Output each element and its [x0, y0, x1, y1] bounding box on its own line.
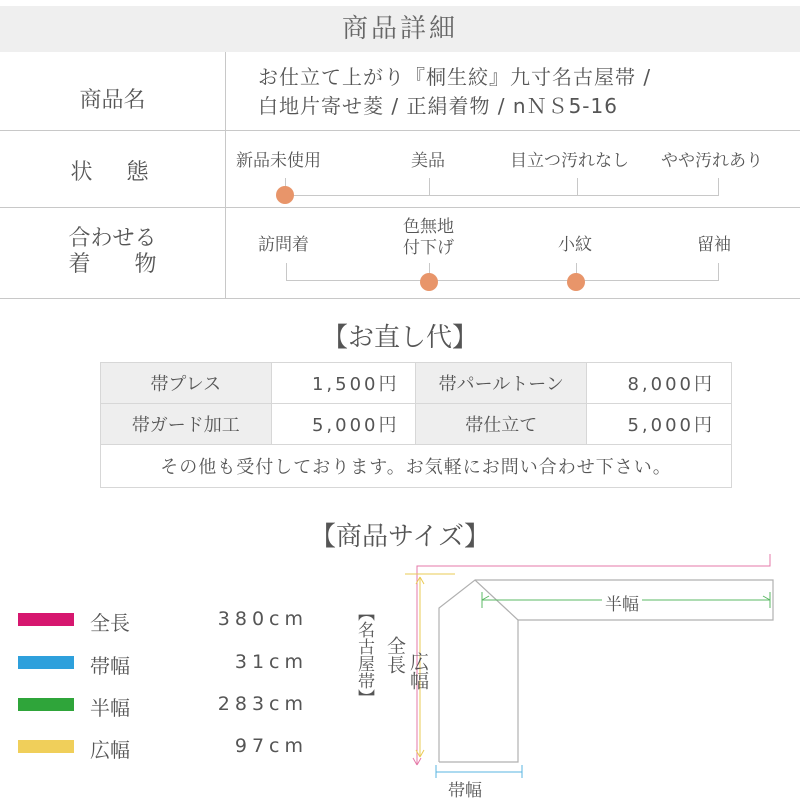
match-scale-tick: [286, 263, 287, 281]
match-scale-tick: [718, 263, 719, 281]
match-selected-dot-iromuji: [420, 273, 438, 291]
fee-name: 帯ガード加工: [101, 404, 272, 445]
legend-label-hanhaba: 半幅: [90, 696, 130, 720]
diagram-zencho-label: 全長: [384, 636, 406, 674]
legend-value-hanhaba: 283cm: [217, 693, 308, 715]
match-option-iromuji-line1: 色無地: [403, 217, 454, 237]
fee-name: 帯パールトーン: [416, 363, 587, 404]
fee-price: 1,500円: [271, 363, 416, 404]
table-row: [101, 404, 732, 445]
match-option-iromuji: [403, 217, 454, 259]
section-header-product-details: 商品詳細: [0, 6, 800, 52]
match-selected-dot-komon: [567, 273, 585, 291]
alteration-title: 【お直し代】: [321, 323, 478, 353]
table-row: [101, 445, 732, 488]
match-option-komon: 小紋: [558, 235, 592, 255]
match-scale-line: [286, 280, 719, 281]
table-row: [101, 363, 732, 404]
match-option-houmongi: 訪問着: [258, 235, 309, 255]
fee-price: 5,000円: [587, 404, 732, 445]
alteration-note: その他も受付しております。お気軽にお問い合わせ下さい。: [101, 445, 732, 488]
divider: [225, 52, 226, 298]
legend-label-obihaba: 帯幅: [90, 654, 130, 678]
fee-price: 5,000円: [271, 404, 416, 445]
divider: [0, 130, 800, 131]
legend-label-zencho: 全長: [90, 611, 130, 635]
diagram-obi-type-label: 【名古屋帯】: [354, 604, 374, 706]
condition-scale-line: [285, 195, 718, 196]
legend-value-zencho: 380cm: [217, 608, 308, 630]
legend-swatch-hanhaba: [18, 698, 74, 711]
diagram-obihaba-label: 帯幅: [448, 781, 482, 801]
fee-name: 帯プレス: [101, 363, 272, 404]
match-option-tomesode: 留袖: [697, 235, 731, 255]
divider: [0, 207, 800, 208]
diagram-hanhaba-label: 半幅: [602, 590, 642, 615]
alteration-fee-table: [100, 362, 732, 488]
size-title: 【商品サイズ】: [310, 522, 490, 552]
diagram-hirohaba-label: 広幅: [407, 652, 429, 690]
product-name-line2: 白地片寄せ菱 / 正絹着物 / nＮＳ5-16: [258, 94, 618, 118]
product-name-value: [258, 63, 651, 121]
divider: [0, 298, 800, 299]
condition-option-no-stains: 目立つ汚れなし: [510, 151, 629, 171]
condition-option-new: 新品未使用: [236, 151, 321, 171]
condition-scale-tick: [718, 178, 719, 196]
condition-label: 状 態: [70, 160, 155, 185]
condition-selected-dot: [276, 186, 294, 204]
match-label: [0, 226, 225, 278]
condition-scale-tick: [429, 178, 430, 196]
legend-swatch-zencho: [18, 613, 74, 626]
product-name-label: 商品名: [79, 88, 146, 113]
legend-label-hiroharba: 広幅: [90, 738, 130, 762]
legend-swatch-obihaba: [18, 656, 74, 669]
product-name-line1: お仕立て上がり『桐生絞』九寸名古屋帯 /: [258, 65, 652, 89]
legend-value-obihaba: 31cm: [234, 651, 308, 673]
match-label-line2: 着 物: [68, 252, 157, 277]
fee-name: 帯仕立て: [416, 404, 587, 445]
legend-value-hiroharba: 97cm: [234, 735, 308, 757]
match-label-line1: 合わせる: [68, 226, 157, 251]
match-option-iromuji-line2: 付下げ: [403, 238, 454, 258]
condition-option-excellent: 美品: [411, 151, 445, 171]
legend-swatch-hiroharba: [18, 740, 74, 753]
zencho-dimension-line: [413, 554, 770, 765]
condition-scale-tick: [577, 178, 578, 196]
fee-price: 8,000円: [587, 363, 732, 404]
condition-option-some-stains: やや汚れあり: [661, 151, 763, 171]
